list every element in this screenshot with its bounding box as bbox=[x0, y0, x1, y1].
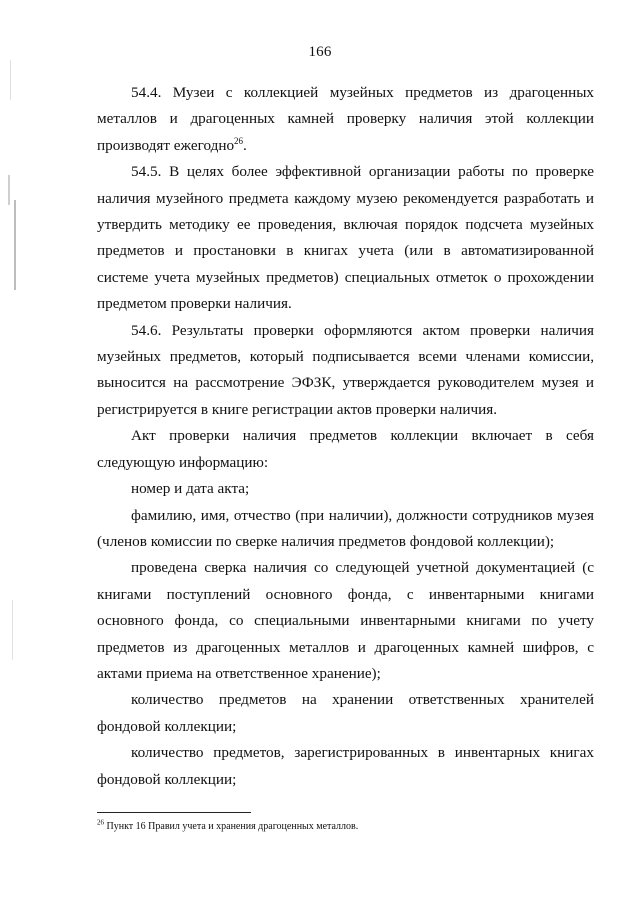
page-number: 166 bbox=[308, 44, 332, 60]
list-item-commission-members: фамилию, имя, отчество (при наличии), должности сотрудников музея (членов комиссии по сверке наличия предметов фондовой коллекции); bbox=[97, 506, 594, 550]
list-item-verification-docs: проведена сверка наличия со следующей учетной документацией (с книгами поступлений основного фонда, с инвентарными книгами основного фонда, со специальными инвентарными книгами по учету предметов из драгоценных металлов и драгоценных камней шифров, с актами приема на ответственное хранение); bbox=[97, 559, 594, 682]
scan-mark bbox=[10, 60, 11, 100]
document-body bbox=[97, 80, 594, 793]
footnote-reference[interactable]: 26 bbox=[234, 135, 244, 146]
footnote-separator bbox=[97, 812, 251, 813]
paragraph-54-6: 54.6. Результаты проверки оформляются актом проверки наличия музейных предметов, который подписывается всеми членами комиссии, выносится на рассмотрение ЭФЗК, утверждается руководителем музея и регистрируется в книге регистрации актов проверки наличия. bbox=[97, 321, 594, 418]
paragraph-act-contents: Акт проверки наличия предметов коллекции включает в себя следующую информацию: bbox=[97, 427, 594, 471]
list-item-items-in-custody: количество предметов на хранении ответственных хранителей фондовой коллекции; bbox=[97, 691, 594, 735]
scan-mark bbox=[14, 200, 16, 290]
list-item-registered-items: количество предметов, зарегистрированных в инвентарных книгах фондовой коллекции; bbox=[97, 744, 594, 788]
paragraph-54-4: 54.4. Музеи с коллекцией музейных предметов из драгоценных металлов и драгоценных камней проверку наличия этой коллекции производят ежегодно$^{26}$. bbox=[97, 84, 594, 154]
scan-mark bbox=[8, 175, 10, 205]
footnote-number: 26 bbox=[97, 818, 104, 827]
footnote-text: Пункт 16 Правил учета и хранения драгоценных металлов. bbox=[104, 821, 359, 832]
scan-mark bbox=[12, 600, 13, 660]
footnote bbox=[97, 820, 358, 833]
list-item-act-number: номер и дата акта; bbox=[131, 480, 250, 498]
paragraph-54-5: 54.5. В целях более эффективной организации работы по проверке наличия музейного предмета каждому музею рекомендуется разработать и утвердить методику ее проведения, включая порядок подсчета музейных предметов и простановки в книгах учета (или в автоматизированной системе учета музейных предметов) специальных отметок о прохождении предметом проверки наличия. bbox=[97, 163, 594, 313]
